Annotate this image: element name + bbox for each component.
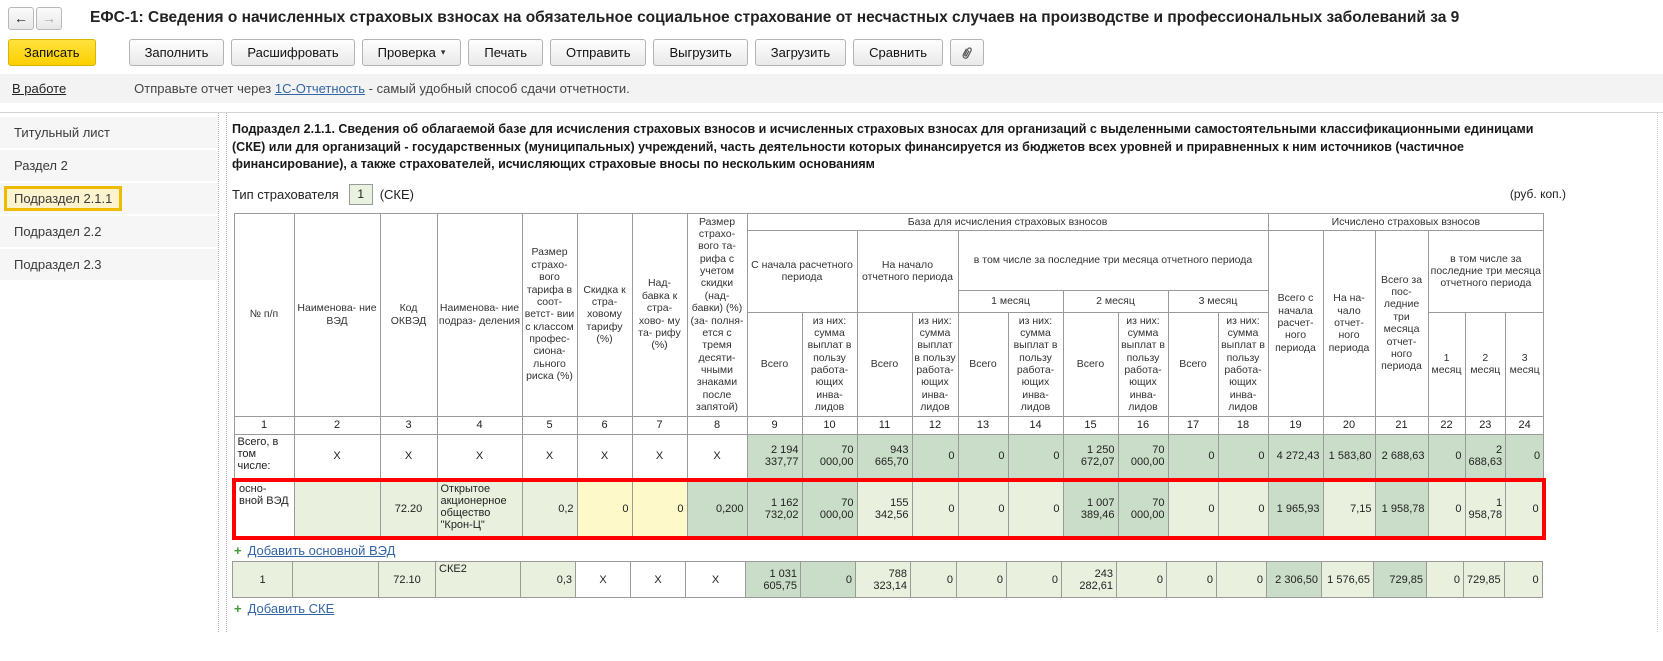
grid-cell[interactable]: 0 [1168,434,1218,480]
paperclip-icon [960,45,974,61]
grid-cell[interactable]: 1 162 732,02 [747,480,802,538]
header-col-division: Наименова- ние подраз- деления [437,213,522,416]
header-at-begin: На начало отчетного периода [857,230,958,312]
grid-cell[interactable]: 0,200 [687,480,747,538]
header-of-them: из них: сумма выплат в пользу работа- ющих инва- лидов [912,312,958,416]
sidebar-item-title-page[interactable] [0,117,218,150]
1c-reporting-link[interactable]: 1С-Отчетность [274,81,366,96]
add-ske-row [234,601,1657,616]
column-number: 8 [687,416,747,434]
grid-cell[interactable]: 1 965,93 [1268,480,1323,538]
grid-cell[interactable]: 0 [1506,434,1544,480]
insurer-type-label: Тип страхователя [232,186,339,202]
header-col-ved-name: Наименова- ние ВЭД [294,213,380,416]
header-from-start: С начала расчетного периода [747,230,857,312]
chevron-down-icon: ▾ [440,47,446,57]
check-button-label: Проверка [377,45,436,60]
grid-cell[interactable]: 0 [1504,562,1542,598]
row-ske [233,562,1543,598]
grid-cell[interactable]: 1 [233,562,293,598]
grid-cell[interactable]: 0 [1117,562,1167,598]
grid-cell: X [294,434,380,480]
attachment-button[interactable] [950,39,984,66]
grid-cell[interactable]: 1 958,78 [1465,480,1506,538]
sidebar-item-label: Титульный лист [14,125,111,140]
header-month-3: 3 месяц [1506,312,1544,416]
header-of-them: из них: сумма выплат в пользу работа- ющих инва- лидов [1218,312,1268,416]
header-col-num: № п/п [234,213,294,416]
grid-cell[interactable]: 2 194 337,77 [747,434,802,480]
grid-cell[interactable]: 729,85 [1464,562,1505,598]
grid-cell[interactable]: 0 [1167,562,1217,598]
header-of-them: из них: сумма выплат в пользу работа- ющих инва- лидов [1008,312,1063,416]
column-number: 19 [1268,416,1323,434]
grid-cell[interactable]: 943 665,70 [857,434,912,480]
grid-cell[interactable]: 788 323,14 [856,562,911,598]
ske-table [232,561,1543,598]
grid-cell[interactable]: 0 [1217,562,1267,598]
column-numbers-row [234,416,1544,434]
title-bar [0,0,1663,34]
header-of-them: из них: сумма выплат в пользу работа- ющих инва- лидов [802,312,857,416]
header-col-tariff-final: Размер страхо- вого та- рифа с учетом скидки (над- бавки) (%) (за- полня- ется с тремя десяти- чными знаками после запятой) [687,213,747,416]
grid-cell[interactable] [294,480,380,538]
grid-cell[interactable]: 7,15 [1323,480,1375,538]
header-col-20: На на- чало отчет- ного периода [1323,230,1375,416]
header-month-1: 1 месяц [1428,312,1465,416]
save-button[interactable]: Записать [8,39,96,66]
grid-cell[interactable]: 1 958,78 [1375,480,1428,538]
status-message-suffix: - самый удобный способ сдачи отчетности. [365,81,630,96]
column-number: 22 [1428,416,1465,434]
header-total: Всего [747,312,802,416]
grid-cell[interactable]: 0 [1008,434,1063,480]
row-main-ved [234,480,1544,538]
grid-cell[interactable]: 1 583,80 [1323,434,1375,480]
sidebar-item-label-selected: Подраздел 2.1.1 [4,186,122,211]
forward-button[interactable] [36,7,62,30]
grid-cell[interactable]: 1 031 605,75 [746,562,801,598]
sidebar-item-label: Раздел 2 [14,158,68,173]
grid-cell[interactable]: СКЕ2 [436,562,521,598]
insurer-type-suffix: (СКЕ) [379,186,415,202]
grid-cell[interactable]: 2 688,63 [1375,434,1428,480]
grid-cell[interactable]: 2 306,50 [1267,562,1322,598]
plus-icon: + [234,601,242,616]
header-total: Всего [1063,312,1118,416]
plus-icon: + [234,543,242,558]
grid-cell[interactable]: 0 [1428,480,1465,538]
column-number: 17 [1168,416,1218,434]
grid-cell[interactable]: 0,2 [522,480,577,538]
grid-cell: Всего, в том числе: [234,434,294,480]
units-label: (руб. коп.) [1509,187,1566,201]
column-number: 18 [1218,416,1268,434]
subsection-title: Подраздел 2.1.1. Сведения об облагаемой базе для исчисления страховых взносов и исчисленных страховых взносах для организаций с выделенными самостоятельными классификационными единицами (СКЕ) или для организаций - государственных (муниципальных) учреждений, часть деятельности которых финансируется из бюджетов всех уровней и приравненных к ним источников (частичное финансирование), а также страхователей, исчисляющих страховые вносы по нескольким основаниям [232,122,1534,171]
grid-cell[interactable]: 2 688,63 [1465,434,1506,480]
status-message [134,81,630,96]
column-number: 15 [1063,416,1118,434]
header-col-21: Всего за пос- ледние три месяца отчет- ного периода [1375,230,1428,416]
report-state-link[interactable]: В работе [12,81,67,96]
header-group-row [234,213,1544,230]
add-ske-link[interactable]: Добавить СКЕ [247,601,335,616]
grid-cell[interactable]: 243 282,61 [1062,562,1117,598]
column-number: 23 [1465,416,1506,434]
header-total: Всего [1168,312,1218,416]
grid-cell[interactable]: 70 000,00 [802,480,857,538]
grid-cell[interactable]: 0 [1427,562,1464,598]
header-base-group: База для исчисления страховых взносов [747,213,1268,230]
main-content [227,113,1657,632]
main-table-body [234,434,1544,538]
column-number: 7 [632,416,687,434]
header-calc-group: Исчислено страховых взносов [1268,213,1544,230]
add-main-ved-link[interactable]: Добавить основной ВЭД [247,543,396,558]
grid-cell[interactable]: 4 272,43 [1268,434,1323,480]
grid-cell[interactable]: 0 [958,434,1008,480]
grid-cell: X [576,562,631,598]
grid-cell: X [437,434,522,480]
fill-button[interactable]: Заполнить [129,39,225,66]
grid-cell[interactable]: 72.20 [380,480,437,538]
grid-cell[interactable]: 1 250 672,07 [1063,434,1118,480]
grid-cell[interactable]: 0 [1007,562,1062,598]
print-button[interactable]: Печать [468,39,543,66]
import-button[interactable]: Загрузить [755,39,846,66]
header-last3-calc: в том числе за последние три месяца отчетного периода [1428,230,1544,312]
insurer-type-row [232,184,1566,205]
decrypt-button[interactable]: Расшифровать [231,39,354,66]
header-month-2: 2 месяц [1465,312,1506,416]
grid-cell[interactable]: 0 [958,480,1008,538]
status-message-prefix: Отправьте отчет через [134,81,275,96]
compare-button[interactable]: Сравнить [853,39,943,66]
grid-cell[interactable]: 70 000,00 [802,434,857,480]
grid-cell[interactable]: 0 [1218,480,1268,538]
grid-cell[interactable]: 0 [957,562,1007,598]
grid-cell[interactable]: 155 342,56 [857,480,912,538]
header-of-them: из них: сумма выплат в пользу работа- ющих инва- лидов [1118,312,1168,416]
sidebar-item-subsection-2-1-1[interactable] [0,183,218,216]
grid-cell[interactable]: 0 [632,480,687,538]
header-col-okved: Код ОКВЭД [380,213,437,416]
column-number: 21 [1375,416,1428,434]
sidebar [0,113,218,632]
main-table-header [234,213,1544,434]
grid-cell: осно- вной ВЭД [234,480,294,538]
grid-cell: X [522,434,577,480]
grid-cell[interactable]: 72.10 [379,562,436,598]
sidebar-item-label: Подраздел 2.3 [14,257,102,272]
main-table [232,213,1546,541]
column-number: 9 [747,416,802,434]
grid-cell[interactable]: 70 000,00 [1118,480,1168,538]
header-last3-base: в том числе за последние три месяца отчетного периода [958,230,1268,291]
grid-cell: X [686,562,746,598]
column-number: 16 [1118,416,1168,434]
column-number: 4 [437,416,522,434]
ske-table-body [233,562,1543,598]
header-total: Всего [857,312,912,416]
page-title: ЕФС-1: Сведения о начисленных страховых взносах на обязательное социальное страхование от несчастных случаев на производстве и профессиональных заболеваний за 9 [90,9,1460,26]
grid-cell[interactable]: 0 [1008,480,1063,538]
grid-cell[interactable]: 0,3 [521,562,576,598]
grid-cell: X [577,434,632,480]
grid-cell: X [632,434,687,480]
back-button[interactable] [8,7,34,30]
header-total: Всего [958,312,1008,416]
forward-arrow-icon: → [42,10,56,26]
grid-cell[interactable]: 70 000,00 [1118,434,1168,480]
check-button[interactable] [362,39,462,66]
column-number: 24 [1506,416,1544,434]
grid-cell[interactable]: 0 [577,480,632,538]
grid-cell[interactable]: 0 [912,480,958,538]
column-number: 10 [802,416,857,434]
column-number: 11 [857,416,912,434]
grid-cell: X [687,434,747,480]
grid-cell[interactable]: 0 [1506,480,1544,538]
column-number: 13 [958,416,1008,434]
column-number: 14 [1008,416,1063,434]
add-main-ved-row [234,543,1657,558]
back-arrow-icon: ← [14,10,28,26]
grid-cell[interactable]: 0 [1168,480,1218,538]
grid-cell[interactable]: 0 [1428,434,1465,480]
header-month-3: 3 месяц [1168,291,1268,312]
right-edge-splitter [1657,113,1663,632]
sidebar-item-subsection-2-2[interactable] [0,216,218,249]
grid-cell[interactable]: 0 [801,562,856,598]
toolbar [0,34,1663,74]
grid-cell: X [631,562,686,598]
header-col-tariff: Размер страхо- вого тарифа в соот- ветст- вии с классом профес- сиона- льного риска (%) [522,213,577,416]
grid-cell[interactable]: 0 [911,562,957,598]
status-bar [0,74,1663,103]
grid-cell[interactable]: 0 [912,434,958,480]
grid-cell[interactable]: 1 007 389,46 [1063,480,1118,538]
header-month-1: 1 месяц [958,291,1063,312]
grid-cell[interactable]: 1 576,65 [1322,562,1374,598]
grid-cell[interactable]: Открытое акционерное общество "Крон-Ц" [437,480,522,538]
grid-cell[interactable] [293,562,379,598]
panel-splitter[interactable] [218,113,227,632]
insurer-type-input[interactable]: 1 [349,184,373,205]
column-number: 5 [522,416,577,434]
send-button[interactable]: Отправить [550,39,646,66]
header-col-discount: Скидка к стра- ховому тарифу (%) [577,213,632,416]
sidebar-item-label: Подраздел 2.2 [14,224,102,239]
sidebar-item-section-2[interactable] [0,150,218,183]
header-col-surcharge: Над- бавка к стра- хово- му та- рифу (%) [632,213,687,416]
grid-cell: X [380,434,437,480]
row-total [234,434,1544,480]
column-number: 1 [234,416,294,434]
grid-cell[interactable]: 0 [1218,434,1268,480]
export-button[interactable]: Выгрузить [653,39,747,66]
grid-cell[interactable]: 729,85 [1374,562,1427,598]
column-number: 20 [1323,416,1375,434]
workspace [0,112,1663,632]
column-number: 3 [380,416,437,434]
sidebar-item-subsection-2-3[interactable] [0,249,218,282]
column-number: 12 [912,416,958,434]
header-month-2: 2 месяц [1063,291,1168,312]
header-col-19: Всего с начала расчет- ного периода [1268,230,1323,416]
column-number: 2 [294,416,380,434]
column-number: 6 [577,416,632,434]
